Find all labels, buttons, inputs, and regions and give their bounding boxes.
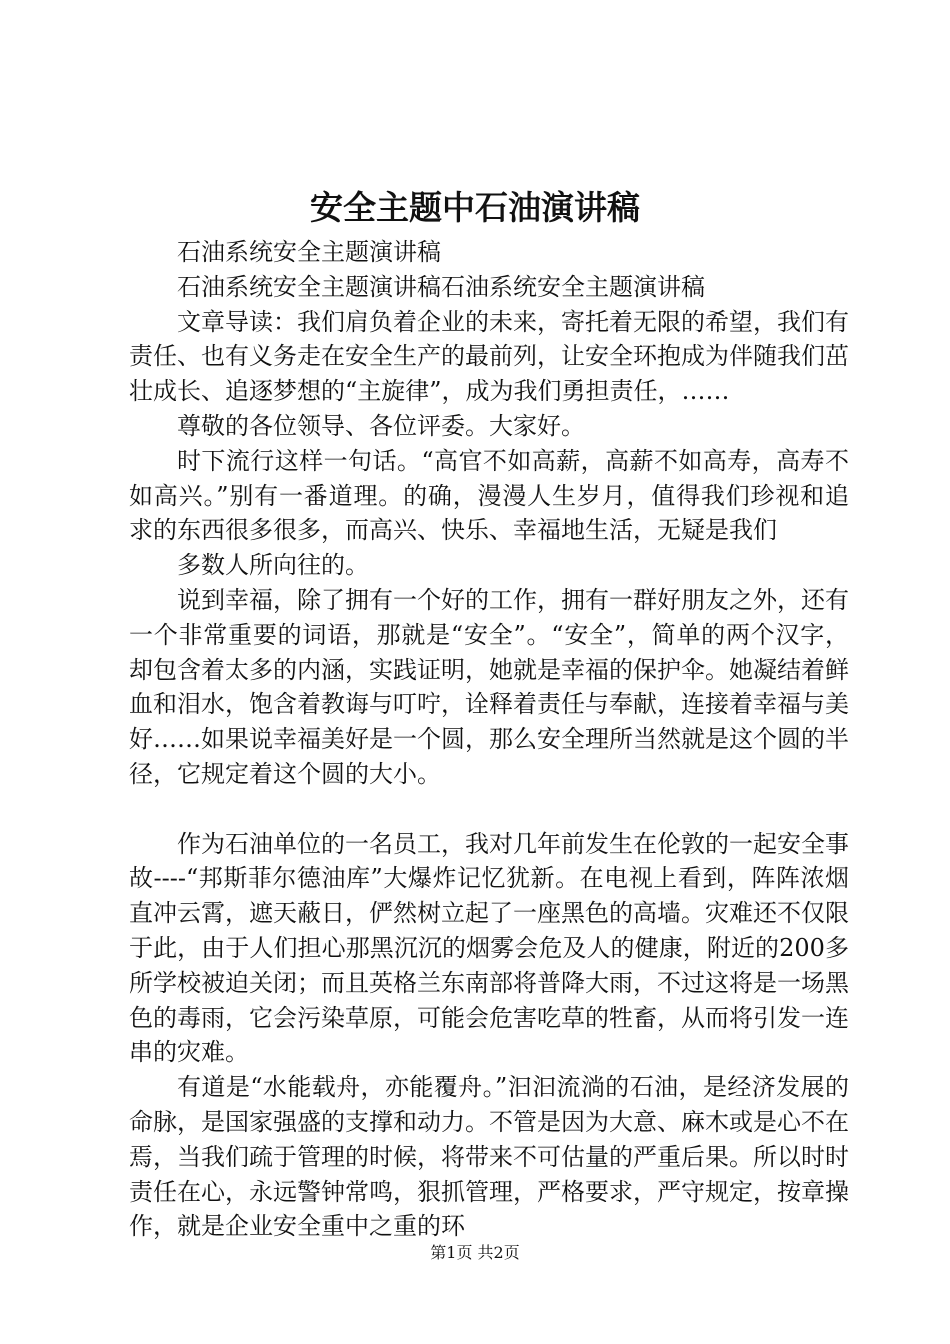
paragraph: 石油系统安全主题演讲稿石油系统安全主题演讲稿 bbox=[177, 272, 705, 301]
paragraph: 石油系统安全主题演讲稿 bbox=[177, 238, 441, 266]
document-title: 安全主题中石油演讲稿 bbox=[310, 188, 640, 227]
paragraph: 尊敬的各位领导、各位评委。大家好。 bbox=[177, 411, 585, 440]
paragraph-spacer bbox=[129, 792, 849, 827]
document-body bbox=[129, 235, 849, 1244]
page-footer: 第1页 共2页 bbox=[430, 1243, 520, 1262]
paragraph: 时下流行这样一句话。“高官不如高薪，高薪不如高寿，高寿不如高兴。”别有一番道理。的确，漫漫人生岁月，值得我们珍视和追求的东西很多很多，而高兴、快乐、幸福地生活，无疑是我们 bbox=[129, 446, 849, 545]
paragraph: 多数人所向往的。 bbox=[177, 551, 369, 580]
paragraph: 说到幸福，除了拥有一个好的工作，拥有一群好朋友之外，还有一个非常重要的词语，那就是“安全”。“安全”，简单的两个汉字，却包含着太多的内涵，实践证明，她就是幸福的保护伞。她凝结着鲜血和泪水，饱含着教诲与叮咛，诠释着责任与奉献，连接着幸福与美好……如果说幸福美好是一个圆，那么安全理所当然就是这个圆的半径，它规定着这个圆的大小。 bbox=[129, 585, 849, 788]
paragraph: 作为石油单位的一名员工，我对几年前发生在伦敦的一起安全事故----“邦斯菲尔德油库”大爆炸记忆犹新。在电视上看到，阵阵浓烟直冲云霄，遮天蔽日，俨然树立起了一座黑色的高墙。灾难还不仅限于此，由于人们担心那黑沉沉的烟雾会危及人的健康，附近的200多所学校被迫关闭；而且英格兰东南部将普降大雨，不过这将是一场黑色的毒雨，它会污染草原，可能会危害吃草的牲畜，从而将引发一连串的灾难。 bbox=[129, 829, 849, 1067]
paragraph: 文章导读：我们肩负着企业的未来，寄托着无限的希望，我们有责任、也有义务走在安全生产的最前列，让安全环抱成为伴随我们茁壮成长、追逐梦想的“主旋律”，成为我们勇担责任，…… bbox=[129, 307, 849, 406]
paragraph: 有道是“水能载舟，亦能覆舟。”汩汩流淌的石油，是经济发展的命脉，是国家强盛的支撑和动力。不管是因为大意、麻木或是心不在焉，当我们疏于管理的时候，将带来不可估量的严重后果。所以时时责任在心，永远警钟常鸣，狠抓管理，严格要求，严守规定，按章操作，就是企业安全重中之重的环 bbox=[129, 1073, 849, 1241]
